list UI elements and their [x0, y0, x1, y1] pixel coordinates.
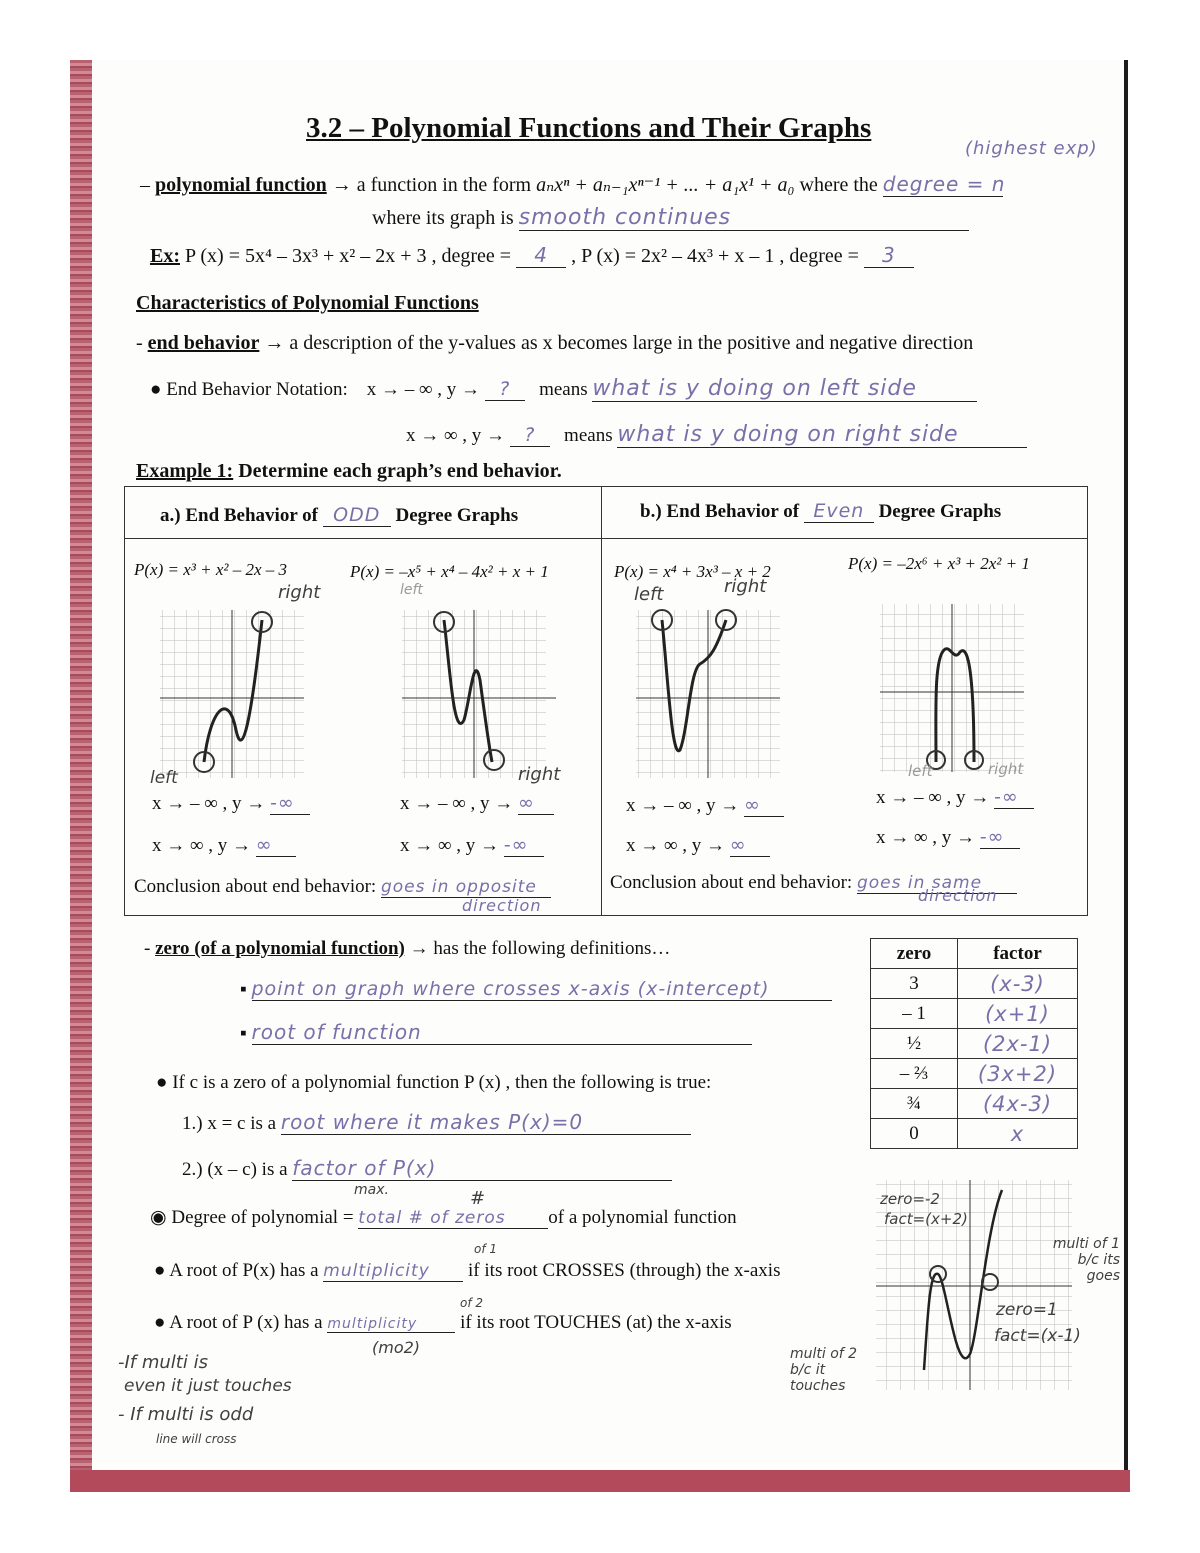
zero-def-2: root of function	[252, 1020, 752, 1045]
polynomial-where: where the	[799, 174, 878, 196]
touch-answer: multiplicity	[327, 1316, 455, 1333]
g4-neg-text: x → – ∞ , y →	[876, 787, 990, 808]
table-cell-factor: (4x-3)	[958, 1089, 1078, 1119]
ex2-text: , P (x) = 2x² – 4x³ + x – 1 , degree =	[571, 245, 859, 267]
table-row	[871, 1029, 1078, 1059]
g4-pos-row	[876, 826, 1020, 849]
notation-label: End Behavior Notation:	[166, 379, 348, 400]
b-degree-graphs: Degree Graphs	[878, 501, 1002, 522]
examples-line	[150, 243, 914, 268]
multi-of2-note: multi of 2 b/c it touches	[790, 1346, 858, 1394]
property-1-label: 1.) x = c is a	[182, 1113, 277, 1134]
if-c-text: If c is a zero of a polynomial function P (x) , then the following is true:	[172, 1072, 712, 1093]
ex1-answer: 4	[516, 243, 566, 268]
graph-3-left-label: left	[634, 584, 664, 605]
g2-neg-row	[400, 792, 554, 815]
graph-3-right-label: right	[724, 576, 767, 597]
table-cell-zero: 0	[871, 1119, 958, 1149]
note-left-2: even it just touches	[124, 1376, 292, 1396]
g2-pos-text: x → ∞ , y →	[400, 835, 500, 856]
zero-text: → has the following definitions…	[409, 938, 671, 959]
note-left-3: - If multi is odd	[118, 1404, 254, 1425]
function-3: P(x) = x⁴ + 3x³ – x + 2	[614, 562, 771, 581]
notation-row-1: ● End Behavior Notation: x → – ∞ , y → ? means what is y doing on left side	[150, 376, 977, 402]
polynomial-definition: – polynomial function → a function in the form aₙxⁿ + aₙ₋₁xⁿ⁻¹ + ... + a₁x¹ + a₀ where the degree = n	[140, 172, 1006, 196]
touch-of: of 2	[460, 1296, 484, 1310]
function-2: P(x) = –x⁵ + x⁴ – 4x² + x + 1	[350, 562, 549, 581]
notation-right: x → ∞ , y →	[406, 425, 506, 446]
example1-heading	[136, 460, 562, 483]
table-cell-zero: – 1	[871, 999, 958, 1029]
hash-note: #	[470, 1188, 486, 1209]
degree-answer-zeros: total # of zeros	[358, 1208, 548, 1229]
table-cell-zero: ¾	[871, 1089, 958, 1119]
table-cell-zero: 3	[871, 969, 958, 999]
property-1-answer: root where it makes P(x)=0	[281, 1110, 691, 1135]
cross-b: if its root CROSSES (through) the x-axis	[468, 1260, 781, 1281]
zero-def-1-row: ▪ point on graph where crosses x-axis (x-intercept)	[240, 978, 832, 1001]
end-behavior-term: end behavior	[147, 332, 260, 354]
a-label: a.) End Behavior of	[160, 505, 319, 526]
page-right-border	[1124, 60, 1128, 1490]
graph-answer: smooth continues	[519, 205, 969, 231]
page-title: 3.2 – Polynomial Functions and Their Graphs	[306, 112, 872, 144]
g3-pos-answer: ∞	[730, 834, 770, 857]
cross-a: A root of P(x) has a	[169, 1260, 319, 1281]
b-conclusion-label: Conclusion about end behavior:	[610, 872, 853, 893]
a-degree-graphs: Degree Graphs	[395, 505, 519, 526]
table-cell-factor: x	[958, 1119, 1078, 1149]
means-label-2: means	[564, 425, 613, 446]
zero-factor-table	[870, 938, 1078, 1149]
g3-neg-row	[626, 794, 784, 817]
table-cell-factor: (x+1)	[958, 999, 1078, 1029]
g2-neg-text: x → – ∞ , y →	[400, 793, 514, 814]
table-cell-zero: ½	[871, 1029, 958, 1059]
fact-1-note: fact=(x-1)	[994, 1326, 1081, 1346]
characteristics-heading: Characteristics of Polynomial Functions	[136, 292, 479, 314]
page-bottom-edge	[70, 1470, 1130, 1492]
a-conclusion	[134, 876, 551, 898]
graph-1-left-label: left	[150, 768, 178, 788]
function-1: P(x) = x³ + x² – 2x – 3	[134, 560, 288, 579]
g3-pos-row	[626, 834, 770, 857]
property-2-answer: factor of P(x)	[292, 1156, 672, 1181]
notation-left: x → – ∞ , y →	[366, 379, 481, 400]
zero-def-2-row: ▪ root of function	[240, 1020, 752, 1045]
example-divider	[601, 486, 602, 916]
b-answer: Even	[804, 500, 874, 523]
zero-term: zero (of a polynomial function)	[155, 938, 405, 959]
end-behavior-definition: - end behavior → a description of the y-values as x becomes large in the positive and negative direction	[136, 332, 974, 354]
touch-line: ● A root of P (x) has a multiplicity if its root TOUCHES (at) the x-axis	[154, 1312, 732, 1333]
highest-exp-note: (highest exp)	[965, 138, 1098, 159]
means-answer-1: what is y doing on left side	[592, 376, 977, 402]
graph-line	[372, 205, 969, 231]
zero-1-note: zero=1	[996, 1300, 1058, 1320]
means-label-1: means	[539, 379, 588, 400]
a-answer: ODD	[323, 504, 391, 527]
table-header-factor: factor	[958, 939, 1078, 969]
b-label: b.) End Behavior of	[640, 501, 800, 522]
cross-of: of 1	[474, 1242, 498, 1256]
g1-pos-text: x → ∞ , y →	[152, 835, 252, 856]
property-2	[182, 1156, 672, 1181]
a-conclusion-answer-1: goes in opposite	[381, 877, 551, 898]
table-row	[871, 1059, 1078, 1089]
g3-neg-answer: ∞	[744, 794, 784, 817]
touch-note: (mo2)	[372, 1338, 421, 1357]
graph-2-right-label: right	[518, 764, 561, 785]
table-row	[871, 999, 1078, 1029]
g3-pos-text: x → ∞ , y →	[626, 835, 726, 856]
ex2-answer: 3	[864, 243, 914, 268]
table-cell-factor: (2x-1)	[958, 1029, 1078, 1059]
degree-label: Degree of polynomial =	[171, 1207, 354, 1228]
table-cell-factor: (3x+2)	[958, 1059, 1078, 1089]
section-b-header	[640, 500, 1001, 523]
graph-1	[150, 580, 325, 790]
table-header-zero: zero	[871, 939, 958, 969]
g4-neg-answer: -∞	[994, 786, 1034, 809]
b-conclusion-answer-2: direction	[918, 886, 998, 905]
example-header-rule	[124, 538, 1088, 539]
ex1-text: P (x) = 5x⁴ – 3x³ + x² – 2x + 3 , degree =	[185, 245, 512, 267]
table-header-row	[871, 939, 1078, 969]
property-2-label: 2.) (x – c) is a	[182, 1159, 288, 1180]
g2-neg-answer: ∞	[518, 792, 554, 815]
cross-line: ● A root of P(x) has a multiplicity if its root CROSSES (through) the x-axis	[154, 1260, 781, 1281]
example1-text: Determine each graph’s end behavior.	[238, 460, 562, 482]
graph-2	[392, 580, 567, 790]
a-conclusion-answer-2: direction	[462, 896, 542, 915]
a-conclusion-label: Conclusion about end behavior:	[134, 876, 377, 897]
table-row	[871, 1089, 1078, 1119]
section-a-header	[160, 504, 518, 527]
table-cell-factor: (x-3)	[958, 969, 1078, 999]
g4-neg-row	[876, 786, 1034, 809]
g1-pos-answer: ∞	[256, 834, 296, 857]
g3-neg-text: x → – ∞ , y →	[626, 795, 740, 816]
max-note: max.	[354, 1182, 389, 1198]
degree-tail: of a polynomial function	[548, 1207, 737, 1228]
ex-label: Ex:	[150, 245, 180, 267]
table-cell-zero: – ⅔	[871, 1059, 958, 1089]
g1-neg-row	[152, 792, 310, 815]
multi-of1-note: multi of 1 b/c its goes	[1052, 1236, 1120, 1284]
g4-pos-answer: -∞	[980, 826, 1020, 849]
table-row	[871, 1119, 1078, 1149]
polynomial-text: → a function in the form	[331, 174, 532, 196]
if-c-line: ● If c is a zero of a polynomial function P (x) , then the following is true:	[156, 1072, 712, 1093]
notation-row-2	[406, 422, 1027, 448]
example1-label: Example 1:	[136, 460, 234, 482]
zero-neg2-note: zero=-2	[880, 1190, 940, 1208]
note-left-1: -If multi is	[118, 1352, 208, 1373]
property-1	[182, 1110, 691, 1135]
g2-pos-answer: -∞	[504, 834, 544, 857]
polynomial-term: polynomial function	[155, 174, 327, 196]
notation-right-blank: ?	[510, 424, 550, 447]
g1-pos-row	[152, 834, 296, 857]
note-left-4: line will cross	[156, 1432, 237, 1446]
page-edge-binding	[70, 60, 92, 1490]
g2-pos-row	[400, 834, 544, 857]
graph-text: where its graph is	[372, 207, 514, 229]
means-answer-2: what is y doing on right side	[617, 422, 1027, 448]
polynomial-form: aₙxⁿ + aₙ₋₁xⁿ⁻¹ + ... + a₁x¹ + a₀	[536, 174, 795, 196]
graph-4-left-label: left	[908, 762, 933, 780]
fact-neg2-note: fact=(x+2)	[884, 1210, 968, 1228]
g1-neg-text: x → – ∞ , y →	[152, 793, 266, 814]
touch-a: A root of P (x) has a	[169, 1312, 323, 1333]
touch-b: if its root TOUCHES (at) the x-axis	[460, 1312, 732, 1333]
end-behavior-text: → a description of the y-values as x becomes large in the positive and negative direction	[264, 332, 974, 354]
graph-3	[626, 580, 801, 790]
g4-pos-text: x → ∞ , y →	[876, 827, 976, 848]
b-conclusion-answer-1: goes in same	[857, 873, 1017, 894]
degree-line: ◉ Degree of polynomial = total # of zeros of a polynomial function	[150, 1207, 737, 1228]
degree-answer: degree = n	[882, 172, 1006, 196]
cross-answer: multiplicity	[323, 1261, 463, 1282]
graph-2-left-label: left	[400, 582, 423, 598]
zero-definition: - zero (of a polynomial function) → has the following definitions…	[144, 938, 671, 959]
function-4: P(x) = –2x⁶ + x³ + 2x² + 1	[848, 554, 1030, 573]
table-row	[871, 969, 1078, 999]
graph-4-right-label: right	[988, 760, 1024, 778]
notation-left-blank: ?	[485, 378, 525, 401]
g1-neg-answer: -∞	[270, 792, 310, 815]
graph-1-right-label: right	[278, 582, 321, 603]
zero-def-1: point on graph where crosses x-axis (x-intercept)	[252, 978, 832, 1001]
